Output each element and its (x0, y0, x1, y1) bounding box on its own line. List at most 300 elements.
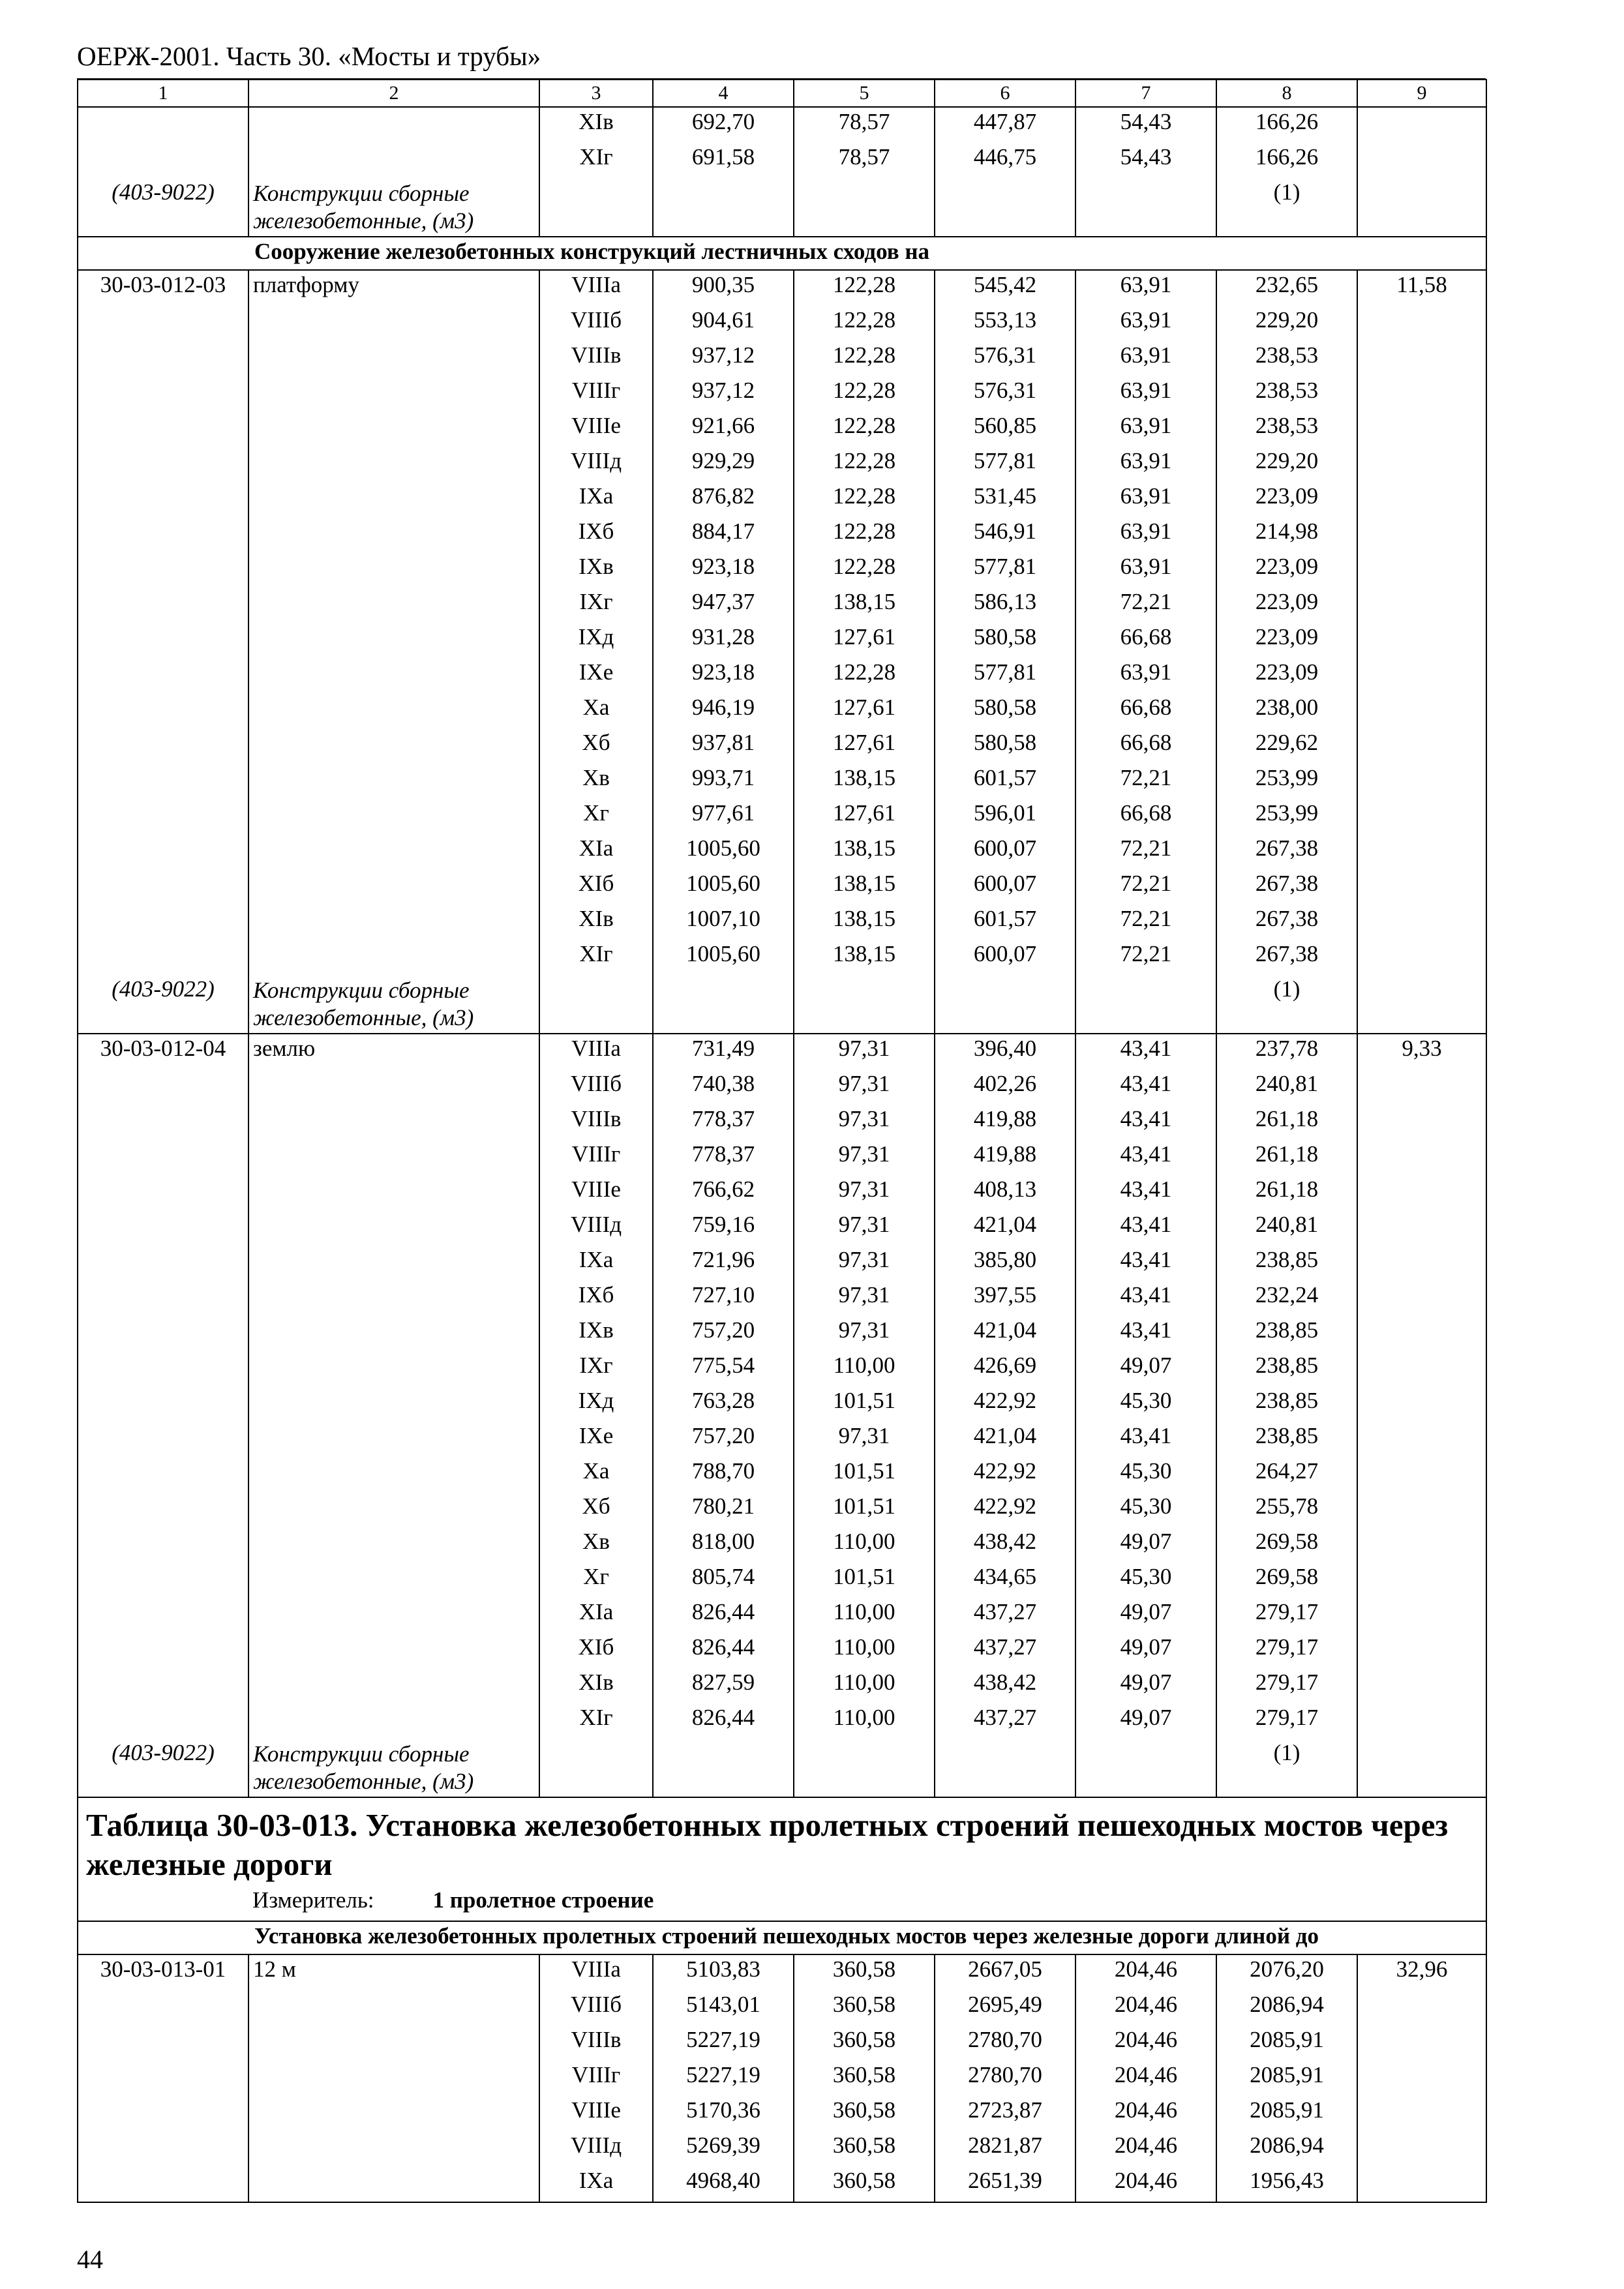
direct-cost: 1007,10 (653, 905, 794, 940)
machine-cost: 397,55 (935, 1281, 1075, 1316)
norm-code (78, 1281, 248, 1316)
labor-cost (1357, 940, 1486, 975)
machine-cost: 576,31 (935, 376, 1075, 411)
material-cost: 2086,94 (1216, 2131, 1357, 2166)
machine-cost: 2723,87 (935, 2096, 1075, 2131)
direct-cost: 5103,83 (653, 1954, 794, 1990)
direct-cost: 977,61 (653, 799, 794, 834)
zone-code: Xг (539, 1563, 653, 1598)
table-row (78, 1633, 1486, 1668)
norm-code (78, 447, 248, 482)
material-cost: 238,85 (1216, 1246, 1357, 1281)
machine-cost: 402,26 (935, 1070, 1075, 1105)
table-row (78, 1527, 1486, 1563)
work-name (248, 1105, 539, 1140)
table-row (78, 693, 1486, 728)
norm-code (78, 2096, 248, 2131)
material-cost: 223,09 (1216, 552, 1357, 588)
machine-cost: 421,04 (935, 1316, 1075, 1351)
zone-code: VIIIе (539, 2096, 653, 2131)
work-name (248, 1633, 539, 1668)
direct-cost: 788,70 (653, 1457, 794, 1492)
table-row (78, 517, 1486, 552)
machinist-wages: 204,46 (1075, 1954, 1216, 1990)
direct-cost: 826,44 (653, 1598, 794, 1633)
machine-cost: 426,69 (935, 1351, 1075, 1386)
work-name (248, 1386, 539, 1422)
norm-code (78, 658, 248, 693)
labor-cost (1357, 552, 1486, 588)
machinist-wages: 72,21 (1075, 764, 1216, 799)
material-cost: 238,85 (1216, 1316, 1357, 1351)
material-cost: 267,38 (1216, 834, 1357, 869)
machinist-wages: 49,07 (1075, 1351, 1216, 1386)
machine-cost: 553,13 (935, 306, 1075, 341)
machine-cost: 560,85 (935, 411, 1075, 447)
material-cost: 267,38 (1216, 905, 1357, 940)
work-name (248, 1351, 539, 1386)
work-name (248, 2131, 539, 2166)
direct-cost: 757,20 (653, 1422, 794, 1457)
machinist-wages: 72,21 (1075, 940, 1216, 975)
machinist-wages: 63,91 (1075, 658, 1216, 693)
wages: 110,00 (794, 1633, 935, 1668)
resource-quantity: (1) (1216, 975, 1357, 1034)
wages: 127,61 (794, 728, 935, 764)
labor-cost (1357, 1457, 1486, 1492)
zone-code: Xб (539, 1492, 653, 1527)
machinist-wages: 66,68 (1075, 623, 1216, 658)
work-name (248, 1563, 539, 1598)
work-name (248, 1990, 539, 2026)
zone-code: XIв (539, 905, 653, 940)
table-row (78, 1457, 1486, 1492)
wages: 97,31 (794, 1175, 935, 1210)
labor-cost (1357, 411, 1486, 447)
labor-cost (1357, 799, 1486, 834)
machinist-wages: 43,41 (1075, 1422, 1216, 1457)
machinist-wages: 43,41 (1075, 1316, 1216, 1351)
wages: 127,61 (794, 693, 935, 728)
wages: 101,51 (794, 1386, 935, 1422)
machine-cost: 2821,87 (935, 2131, 1075, 2166)
machine-cost: 447,87 (935, 107, 1075, 143)
norm-code (78, 728, 248, 764)
norm-code (78, 1598, 248, 1633)
work-name (248, 1070, 539, 1105)
machinist-wages: 63,91 (1075, 552, 1216, 588)
machinist-wages: 43,41 (1075, 1070, 1216, 1105)
machinist-wages: 204,46 (1075, 2166, 1216, 2202)
work-name (248, 411, 539, 447)
work-name (248, 728, 539, 764)
norm-code (78, 1633, 248, 1668)
zone-code: Xг (539, 799, 653, 834)
labor-cost (1357, 764, 1486, 799)
labor-cost (1357, 1527, 1486, 1563)
direct-cost: 931,28 (653, 623, 794, 658)
machinist-wages: 72,21 (1075, 834, 1216, 869)
direct-cost: 766,62 (653, 1175, 794, 1210)
wages: 122,28 (794, 411, 935, 447)
zone-code: IXе (539, 658, 653, 693)
material-cost: 253,99 (1216, 764, 1357, 799)
norm-code: 30-03-013-01 (78, 1954, 248, 1990)
machine-cost: 446,75 (935, 143, 1075, 178)
direct-cost: 826,44 (653, 1633, 794, 1668)
work-name (248, 1457, 539, 1492)
wages: 360,58 (794, 1954, 935, 1990)
empty-cell (935, 1739, 1075, 1797)
material-cost: 2085,91 (1216, 2026, 1357, 2061)
zone-code: XIв (539, 1668, 653, 1703)
resource-quantity: (1) (1216, 178, 1357, 237)
machinist-wages: 72,21 (1075, 588, 1216, 623)
resource-quantity: (1) (1216, 1739, 1357, 1797)
direct-cost: 904,61 (653, 306, 794, 341)
labor-cost (1357, 1990, 1486, 2026)
machine-cost: 437,27 (935, 1633, 1075, 1668)
norm-code (78, 1703, 248, 1739)
column-number: 6 (935, 80, 1075, 107)
zone-code: Xа (539, 693, 653, 728)
material-cost: 2076,20 (1216, 1954, 1357, 1990)
norm-code (78, 552, 248, 588)
table-caption (78, 1797, 1486, 1921)
norm-code (78, 799, 248, 834)
labor-cost (1357, 376, 1486, 411)
norm-code (78, 411, 248, 447)
labor-cost (1357, 1633, 1486, 1668)
norm-code (78, 2166, 248, 2202)
wages: 97,31 (794, 1105, 935, 1140)
work-name (248, 447, 539, 482)
norm-code (78, 1105, 248, 1140)
norm-code (78, 1246, 248, 1281)
zone-code: VIIIе (539, 1175, 653, 1210)
wages: 138,15 (794, 834, 935, 869)
norm-code (78, 1175, 248, 1210)
machinist-wages: 43,41 (1075, 1105, 1216, 1140)
machinist-wages: 63,91 (1075, 517, 1216, 552)
labor-cost (1357, 588, 1486, 623)
labor-cost (1357, 1492, 1486, 1527)
material-cost: 238,00 (1216, 693, 1357, 728)
work-name (248, 869, 539, 905)
empty-cell (1357, 178, 1486, 237)
norm-code (78, 2131, 248, 2166)
wages: 97,31 (794, 1316, 935, 1351)
table-row (78, 447, 1486, 482)
empty-cell (539, 1739, 653, 1797)
zone-code: VIIIд (539, 447, 653, 482)
empty-cell (935, 975, 1075, 1034)
direct-cost: 5143,01 (653, 1990, 794, 2026)
table-row (78, 658, 1486, 693)
work-name (248, 2166, 539, 2202)
machine-cost: 421,04 (935, 1422, 1075, 1457)
direct-cost: 1005,60 (653, 869, 794, 905)
machinist-wages: 66,68 (1075, 799, 1216, 834)
table-title: Таблица 30-03-013. Установка железобетонных пролетных строений пешеходных мостов через железные дороги (86, 1807, 1449, 1882)
labor-cost (1357, 1281, 1486, 1316)
table-row (78, 1246, 1486, 1281)
direct-cost: 780,21 (653, 1492, 794, 1527)
direct-cost: 775,54 (653, 1351, 794, 1386)
work-name (248, 552, 539, 588)
wages: 97,31 (794, 1246, 935, 1281)
table-row (78, 588, 1486, 623)
wages: 110,00 (794, 1668, 935, 1703)
work-name (248, 834, 539, 869)
column-number: 1 (78, 80, 248, 107)
material-cost: 238,53 (1216, 411, 1357, 447)
material-cost: 279,17 (1216, 1668, 1357, 1703)
labor-cost (1357, 1351, 1486, 1386)
page-header (77, 40, 1486, 80)
wages: 122,28 (794, 658, 935, 693)
machine-cost: 577,81 (935, 658, 1075, 693)
machine-cost: 385,80 (935, 1246, 1075, 1281)
direct-cost: 884,17 (653, 517, 794, 552)
direct-cost: 727,10 (653, 1281, 794, 1316)
wages: 97,31 (794, 1070, 935, 1105)
table-row (78, 1105, 1486, 1140)
empty-cell (1075, 975, 1216, 1034)
resource-row (78, 1739, 1486, 1797)
direct-cost: 5227,19 (653, 2026, 794, 2061)
labor-cost (1357, 1246, 1486, 1281)
empty-cell (539, 178, 653, 237)
empty-cell (1075, 1739, 1216, 1797)
zone-code: IXа (539, 2166, 653, 2202)
machine-cost: 408,13 (935, 1175, 1075, 1210)
norm-code (78, 306, 248, 341)
work-name (248, 940, 539, 975)
labor-cost (1357, 1422, 1486, 1457)
wages: 122,28 (794, 447, 935, 482)
machinist-wages: 45,30 (1075, 1492, 1216, 1527)
section-heading: Установка железобетонных пролетных строений пешеходных мостов через железные дороги длиной до (78, 1921, 1486, 1954)
table-row (78, 728, 1486, 764)
machine-cost: 438,42 (935, 1527, 1075, 1563)
zone-code: IXд (539, 623, 653, 658)
machine-cost: 600,07 (935, 940, 1075, 975)
table-row (78, 623, 1486, 658)
work-name (248, 1140, 539, 1175)
direct-cost: 993,71 (653, 764, 794, 799)
norm-code (78, 1316, 248, 1351)
table-row (78, 1140, 1486, 1175)
column-number-row (78, 80, 1486, 107)
machine-cost: 2695,49 (935, 1990, 1075, 2026)
work-name (248, 2026, 539, 2061)
column-number: 8 (1216, 80, 1357, 107)
table-row (78, 905, 1486, 940)
material-cost: 166,26 (1216, 107, 1357, 143)
empty-cell (1075, 178, 1216, 237)
machine-cost: 596,01 (935, 799, 1075, 834)
work-name (248, 517, 539, 552)
direct-cost: 818,00 (653, 1527, 794, 1563)
direct-cost: 876,82 (653, 482, 794, 517)
material-cost: 279,17 (1216, 1703, 1357, 1739)
table-row (78, 2061, 1486, 2096)
table-row (78, 834, 1486, 869)
machinist-wages: 63,91 (1075, 306, 1216, 341)
labor-cost (1357, 482, 1486, 517)
resource-name: Конструкции сборные железобетонные, (м3) (248, 975, 539, 1034)
norm-code (78, 588, 248, 623)
zone-code: VIIIе (539, 411, 653, 447)
table-row (78, 1990, 1486, 2026)
norm-code (78, 1668, 248, 1703)
table-row (78, 1070, 1486, 1105)
norm-code (78, 623, 248, 658)
zone-code: VIIIа (539, 1034, 653, 1070)
zone-code: VIIIв (539, 341, 653, 376)
work-name (248, 143, 539, 178)
machine-cost: 422,92 (935, 1457, 1075, 1492)
norm-code (78, 482, 248, 517)
norm-code (78, 2026, 248, 2061)
empty-cell (794, 1739, 935, 1797)
machinist-wages: 49,07 (1075, 1703, 1216, 1739)
wages: 122,28 (794, 517, 935, 552)
labor-cost (1357, 143, 1486, 178)
zone-code: Xв (539, 764, 653, 799)
labor-cost (1357, 693, 1486, 728)
wages: 78,57 (794, 107, 935, 143)
material-cost: 253,99 (1216, 799, 1357, 834)
wages: 360,58 (794, 2096, 935, 2131)
direct-cost: 5170,36 (653, 2096, 794, 2131)
labor-cost (1357, 2131, 1486, 2166)
work-name (248, 658, 539, 693)
machine-cost: 2651,39 (935, 2166, 1075, 2202)
norm-code (78, 1492, 248, 1527)
table-row (78, 2166, 1486, 2202)
norm-code (78, 1351, 248, 1386)
resource-row (78, 975, 1486, 1034)
labor-cost: 9,33 (1357, 1034, 1486, 1070)
wages: 110,00 (794, 1527, 935, 1563)
machine-cost: 601,57 (935, 905, 1075, 940)
material-cost: 223,09 (1216, 588, 1357, 623)
work-name (248, 623, 539, 658)
zone-code: IXб (539, 517, 653, 552)
column-number: 9 (1357, 80, 1486, 107)
wages: 138,15 (794, 940, 935, 975)
direct-cost: 1005,60 (653, 834, 794, 869)
labor-cost (1357, 1668, 1486, 1703)
wages: 122,28 (794, 376, 935, 411)
machinist-wages: 63,91 (1075, 341, 1216, 376)
material-cost: 261,18 (1216, 1105, 1357, 1140)
zone-code: IXв (539, 552, 653, 588)
column-number: 3 (539, 80, 653, 107)
work-name (248, 482, 539, 517)
labor-cost (1357, 905, 1486, 940)
table-row (78, 1954, 1486, 1990)
wages: 110,00 (794, 1351, 935, 1386)
material-cost: 238,85 (1216, 1386, 1357, 1422)
column-number: 7 (1075, 80, 1216, 107)
resource-code: (403-9022) (78, 1739, 248, 1797)
wages: 78,57 (794, 143, 935, 178)
zone-code: VIIIв (539, 1105, 653, 1140)
norm-code (78, 869, 248, 905)
machine-cost: 2780,70 (935, 2026, 1075, 2061)
machinist-wages: 43,41 (1075, 1210, 1216, 1246)
empty-cell (539, 975, 653, 1034)
wages: 110,00 (794, 1598, 935, 1633)
zone-code: VIIIб (539, 306, 653, 341)
labor-cost: 11,58 (1357, 270, 1486, 306)
wages: 138,15 (794, 905, 935, 940)
unit-label: Измеритель: (252, 1887, 374, 1913)
table-row (78, 270, 1486, 306)
table-row (78, 1492, 1486, 1527)
labor-cost (1357, 1105, 1486, 1140)
labor-cost (1357, 1070, 1486, 1105)
machine-cost: 421,04 (935, 1210, 1075, 1246)
direct-cost: 691,58 (653, 143, 794, 178)
labor-cost (1357, 447, 1486, 482)
work-name (248, 764, 539, 799)
labor-cost (1357, 1598, 1486, 1633)
machine-cost: 419,88 (935, 1140, 1075, 1175)
machine-cost: 419,88 (935, 1105, 1075, 1140)
direct-cost: 937,81 (653, 728, 794, 764)
work-name (248, 588, 539, 623)
work-name (248, 1210, 539, 1246)
labor-cost (1357, 1140, 1486, 1175)
material-cost: 267,38 (1216, 869, 1357, 905)
direct-cost: 900,35 (653, 270, 794, 306)
material-cost: 240,81 (1216, 1210, 1357, 1246)
machinist-wages: 66,68 (1075, 728, 1216, 764)
column-number: 5 (794, 80, 935, 107)
machinist-wages: 43,41 (1075, 1281, 1216, 1316)
direct-cost: 929,29 (653, 447, 794, 482)
labor-cost (1357, 517, 1486, 552)
material-cost: 255,78 (1216, 1492, 1357, 1527)
empty-cell (653, 1739, 794, 1797)
direct-cost: 1005,60 (653, 940, 794, 975)
material-cost: 229,20 (1216, 306, 1357, 341)
direct-cost: 778,37 (653, 1105, 794, 1140)
machine-cost: 434,65 (935, 1563, 1075, 1598)
direct-cost: 721,96 (653, 1246, 794, 1281)
table-row (78, 143, 1486, 178)
direct-cost: 778,37 (653, 1140, 794, 1175)
work-name: землю (248, 1034, 539, 1070)
table-row (78, 1281, 1486, 1316)
norm-code: 30-03-012-04 (78, 1034, 248, 1070)
work-name (248, 693, 539, 728)
zone-code: IXе (539, 1422, 653, 1457)
machinist-wages: 49,07 (1075, 1598, 1216, 1633)
material-cost: 240,81 (1216, 1070, 1357, 1105)
direct-cost: 763,28 (653, 1386, 794, 1422)
zone-code: XIв (539, 107, 653, 143)
labor-cost (1357, 2166, 1486, 2202)
page-number: 44 (77, 2245, 103, 2274)
labor-cost (1357, 834, 1486, 869)
machinist-wages: 66,68 (1075, 693, 1216, 728)
resource-code: (403-9022) (78, 975, 248, 1034)
